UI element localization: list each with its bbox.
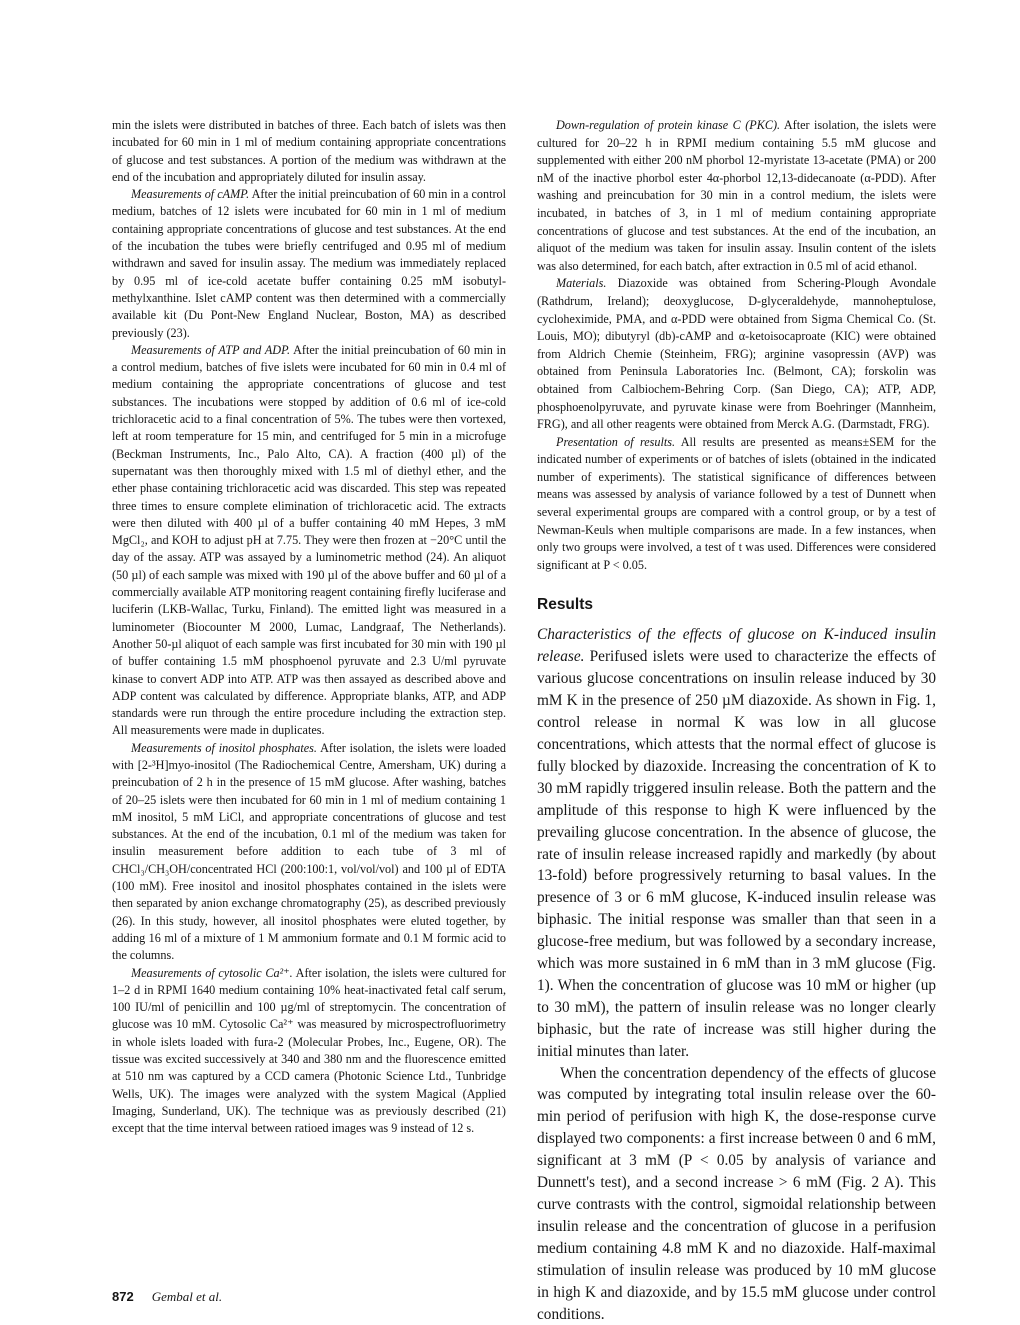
paragraph-calcium [112, 965, 506, 1138]
paragraph-text: After the initial preincubation of 60 min in a control medium, batches of five islets were incubated for 60 min in 0.4 ml of medium containing the appropriate concentrations of glucose and test substances. The incubations were stopped by addition of 0.6 ml of ice-cold trichloracetic acid to a final concentration of 5%. The tubes were then vortexed, left at room temperature for 15 min, and centrifuged for 5 min in a microfuge (Beckman Instruments, Inc., Palo Alto, CA). A fraction (400 µl) of the supernatant was then thoroughly mixed with 1.5 ml of diethyl ether, and the ether phase containing trichloracetic acid was discarded. This step was repeated three times to ensure complete elimination of trichloracetic acid. The extracts were then diluted with 400 µl of a buffer containing 40 mM Hepes, 3 mM MgCl₂, and KOH to adjust pH at 7.75. They were then frozen at −20°C until the day of the assay. ATP was assayed by a luminometric method (24). An aliquot (50 µl) of each sample was mixed with 190 µl of the above buffer and 60 µl of a commercially available ATP monitoring reagent containing firefly luciferase and luciferin (LKB-Wallac, Turku, Finland). The emitted light was measured in a luminometer (Biocounter M 2000, Lumac, Landgraaf, The Netherlands). Another 50-µl aliquot of each sample was first incubated for 30 min with 190 µl of buffer containing 1.5 mM phosphoenol pyruvate and 2.3 U/ml pyruvate kinase to convert ADP into ATP. ATP was then assayed as described above and ADP content was calculated by difference. Appropriate blanks, ATP, and ADP standards were run through the entire procedure including the extraction step. All measurements were made in duplicates. [112, 342, 507, 738]
paragraph-presentation [537, 434, 936, 575]
paragraph-text: After the initial preincubation of 60 min in a control medium, batches of 12 islets were incubated for 60 min in 1 ml of medium containing appropriate concentrations of glucose and test substances. At the end of the incubation the tubes were briefly centrifuged and 0.95 ml of medium withdrawn and saved for insulin assay. The medium was immediately replaced by 0.95 ml of ice-cold acetate buffer containing 0.25 mM isobutyl-methylxanthine. Islet cAMP content was then determined with a commercially available kit (Du Pont-New England Nuclear, Boston, MA) as described previously (23). [112, 187, 506, 340]
section-title-results: Results [537, 596, 593, 614]
paragraph-continuation [112, 117, 506, 186]
right-column [537, 117, 936, 1325]
paragraph-camp [112, 186, 506, 342]
paragraph-heading: Measurements of cytosolic Ca²⁺. [131, 965, 293, 980]
paragraph-heading: Presentation of results. [556, 434, 676, 449]
paragraph-text: When the concentration dependency of the effects of glucose was computed by integrating total insulin release over the 60-min period of perifusion with high K, the dose-response curve displayed two components: a first increase between 0 and 6 mM, significant at 3 mM (P < 0.05 by analysis of variance and Dunnett's test), and a second increase > 6 mM (Fig. 2 A). This curve contrasts with the control, sigmoidal relationship between insulin release and the concentration of glucose in a perifusion medium containing 4.8 mM K and no diazoxide. Half-maximal stimulation of insulin release was produced by 10 mM glucose in high K and diazoxide, and by 15.5 mM glucose under control conditions. [537, 1064, 936, 1323]
left-column [112, 117, 506, 1138]
paragraph-heading: Materials. [556, 276, 607, 291]
paragraph-heading: Measurements of cAMP. [131, 187, 250, 202]
paragraph-heading: Measurements of ATP and ADP. [131, 342, 291, 357]
page-number: 872 [112, 1289, 134, 1304]
paragraph-heading: Measurements of inositol phosphates. [131, 740, 317, 755]
paragraph-pkc [537, 117, 936, 275]
paragraph-text: Perifused islets were used to characterize the effects of various glucose concentrations on insulin release induced by 30 mM K in the presence of 250 µM diazoxide. As shown in Fig. 1, control release in normal K was low in all glucose concentrations, which attests that the normal effect of glucose is fully blocked by diazoxide. Increasing the concentration of K to 30 mM rapidly triggered insulin release. Both the pattern and the amplitude of this response to high K were influenced by the prevailing glucose concentration. In the absence of glucose, the rate of insulin release increased rapidly and markedly (by about 13-fold) before progressively returning to basal values. In the presence of 3 or 6 mM glucose, K-induced insulin release was biphasic. The initial response was smaller than that seen in a glucose-free medium, but was followed by a secondary increase, which was more sustained in 6 mM than in 3 mM glucose (Fig. 1). When the concentration of glucose was 10 mM or higher (up to 30 mM), the pattern of insulin release was no longer clearly biphasic, but the rate of increase was still higher during the initial minutes than later. [537, 648, 936, 1060]
paragraph-materials [537, 275, 936, 433]
paragraph-text: After isolation, the islets were cultured for 1–2 d in RPMI 1640 medium containing 10% heat-inactivated fetal calf serum, 100 IU/ml of penicillin and 100 µg/ml of streptomycin. The concentration of glucose was 10 mM. Cytosolic Ca²⁺ was measured by microspectrofluorimetry in whole islets loaded with fura-2 (Molecular Probes, Inc., Eugene, OR). The tissue was excited successively at 340 and 380 nm and the fluorescence emitted at 510 nm was captured by a CCD camera (Photonic Science Ltd., Tunbridge Wells, UK). The images were analyzed with the system Magical (Applied Imaging, Sunderland, UK). The technique was as previously described (21) except that the time interval between ratioed images was 9 instead of 12 s. [112, 965, 506, 1136]
paragraph-heading: Down-regulation of protein kinase C (PKC). [556, 118, 781, 132]
paragraph-results-1 [537, 624, 936, 1062]
page-footer [112, 1289, 222, 1305]
paragraph-text: Diazoxide was obtained from Schering-Plough Avondale (Rathdrum, Ireland); deoxyglucose, D-glyceraldehyde, mannoheptulose, cycloheximide, PMA, and α-PDD were obtained from Sigma Chemical Co. (St. Louis, MO); dibutyryl (db)-cAMP and α-ketoisocaproate (KIC) were obtained from Aldrich Chemie (Steinheim, FRG); arginine vasopressin (AVP) was obtained from Peninsula Laboratories Inc. (Belmont, CA); forskolin was obtained from Calbiochem-Behring Corp. (San Diego, CA); ATP, ADP, phosphoenolpyruvate, and pyruvate kinase were from Boehringer (Mannheim, FRG), and all other reagents were obtained from Merck A.G. (Darmstadt, FRG). [537, 276, 936, 432]
paragraph-inositol [112, 740, 506, 965]
running-authors: Gembal et al. [151, 1289, 223, 1304]
methods-continued [537, 117, 936, 574]
paragraph-heading: Characteristics of the effects of glucose on K-induced insulin release. [537, 626, 936, 666]
paragraph-text: min the islets were distributed in batches of three. Each batch of islets was then incubated for 60 min in 1 ml of medium containing appropriate concentrations of glucose and test substances. A portion of the medium was withdrawn at the end of the incubation and appropriately diluted for insulin assay. [112, 118, 506, 184]
paragraph-text: After isolation, the islets were loaded with [2-³H]myo-inositol (The Radiochemical Centre, Amersham, UK) during a preincubation of 2 h in the presence of 15 mM glucose. After washing, batches of 20–25 islets were then incubated for 60 min in 1 ml of medium containing 1 mM inositol, 5 mM LiCl, and appropriate concentrations of glucose and test substances. At the end of the incubation, 0.1 ml of the medium was taken for insulin measurement before addition to each tube of 3 ml of CHCl₃/CH₃OH/concentrated HCl (200:100:1, vol/vol/vol) and 100 µl of EDTA (100 mM). Free inositol and inositol phosphates contained in the islets were then separated by anion exchange chromatography (25), as described previously (26). In this study, however, all inositol phosphates were eluted together, by adding 16 ml of a mixture of 1 M ammonium formate and 0.1 M formic acid to the columns. [112, 740, 506, 963]
results-body [537, 624, 936, 1325]
paragraph-text: All results are presented as means±SEM for the indicated number of experiments or of batches of islets (obtained in the indicated number of experiments). The statistical significance of differences between means was assessed by analysis of variance followed by a test of Dunnett when several experimental groups are compared with a control group, or by a test of Newman-Keuls when multiple comparisons are made. In a few instances, when only two groups were involved, a test of t was used. Differences were considered significant at P < 0.05. [537, 434, 936, 572]
paragraph-atp-adp [112, 342, 506, 740]
paragraph-text: After isolation, the islets were cultured for 20–22 h in RPMI medium containing 5.5 mM glucose and supplemented with either 200 nM phorbol 12-myristate 13-acetate (PMA) or 200 nM of the inactive phorbol ester 4α-phorbol 12,13-didecanoate (α-PDD). After washing and preincubation for 30 min in a control medium, the islets were incubated, in batches of 3, in 1 ml of medium containing appropriate concentrations of glucose and test substances. At the end of the incubation, an aliquot of the medium was taken for insulin assay. Insulin content of the islets was also determined, for each batch, after extraction in 0.5 ml of acid ethanol. [537, 118, 936, 273]
paragraph-results-2 [537, 1063, 936, 1325]
